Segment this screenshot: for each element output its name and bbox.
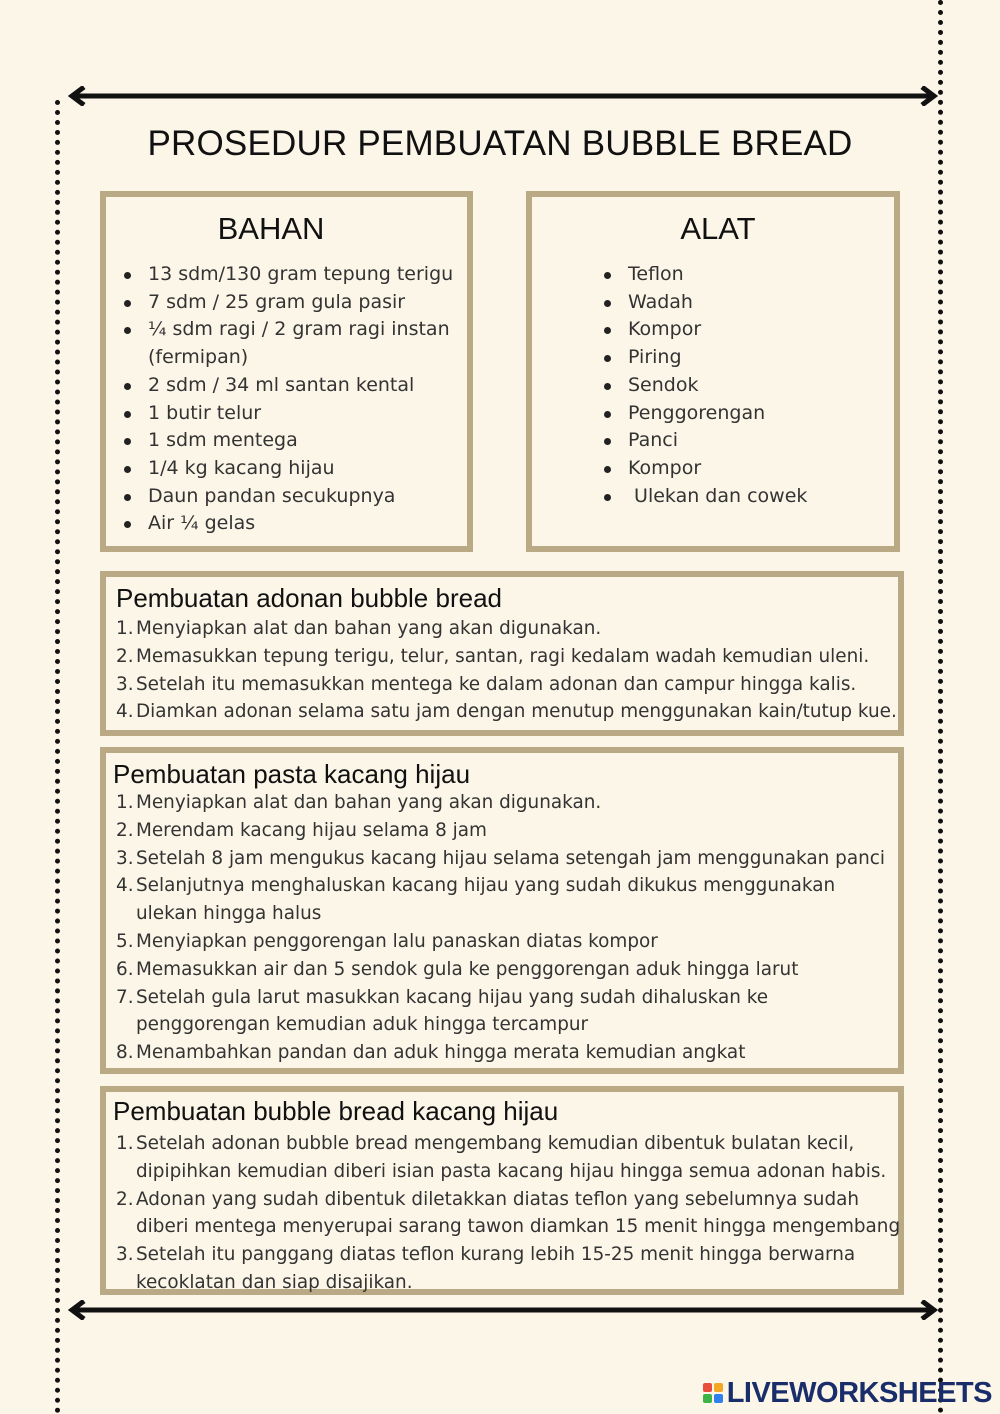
- list-item: Penggorengan: [590, 400, 890, 428]
- list-item: 1/4 kg kacang hijau: [110, 455, 470, 483]
- right-dotted-border: [938, 0, 943, 1414]
- list-item: Kompor: [590, 316, 890, 344]
- section-bubble-bread-box: [100, 1086, 904, 1295]
- list-item: 2. Adonan yang sudah dibentuk diletakkan diatas teflon yang sebelumnya sudah diberi mentega menyerupai sarang tawon diamkan 15 menit hingga mengembang: [116, 1188, 901, 1238]
- list-item: 13 sdm/130 gram tepung terigu: [110, 261, 470, 289]
- page-title: PROSEDUR PEMBUATAN BUBBLE BREAD: [147, 124, 853, 163]
- list-item: 1. Menyiapkan alat dan bahan yang akan digunakan.: [116, 792, 602, 813]
- list-item: ¼ sdm ragi / 2 gram ragi instan: [110, 316, 470, 344]
- list-item: Sendok: [590, 372, 890, 400]
- list-item: Air ¼ gelas: [110, 510, 470, 538]
- section-pasta-heading: Pembuatan pasta kacang hijau: [113, 759, 471, 789]
- list-item: 4. Diamkan adonan selama satu jam dengan menutup menggunakan kain/tutup kue.: [116, 701, 897, 723]
- liveworksheets-logo[interactable]: [703, 1378, 992, 1408]
- list-item: 8. Menambahkan pandan dan aduk hingga merata kemudian angkat: [116, 1042, 746, 1064]
- logo-text: LIVEWORKSHEETS: [726, 1376, 992, 1409]
- bahan-heading: BAHAN: [217, 211, 325, 246]
- section-adonan-box: [100, 571, 904, 736]
- top-double-arrow-icon: [66, 86, 940, 106]
- list-item: Kompor: [590, 455, 890, 483]
- section-pasta-box: [100, 747, 904, 1074]
- list-item: 7. Setelah gula larut masukkan kacang hijau yang sudah dihaluskan ke penggorengan kemudian aduk hingga tercampur: [116, 986, 769, 1036]
- list-item-continuation: (fermipan): [148, 346, 249, 369]
- left-dotted-border: [55, 100, 60, 1414]
- list-item: 7 sdm / 25 gram gula pasir: [110, 289, 470, 317]
- list-item: 1. Setelah adonan bubble bread mengembang kemudian dibentuk bulatan kecil, dipipihkan kemudian diberi isian pasta kacang hijau hingga semua adonan habis.: [116, 1133, 887, 1182]
- section-bubble-bread-heading: Pembuatan bubble bread kacang hijau: [113, 1096, 559, 1126]
- list-item: Teflon: [590, 261, 890, 289]
- list-item: 3. Setelah 8 jam mengukus kacang hijau selama setengah jam menggunakan panci: [116, 847, 885, 869]
- list-item: 3. Setelah itu panggang diatas teflon kurang lebih 15-25 menit hingga berwarna kecoklatan dan siap disajikan.: [116, 1244, 856, 1293]
- list-item: Wadah: [590, 289, 890, 317]
- section-pasta-steps: [116, 789, 896, 1067]
- list-item: 2 sdm / 34 ml santan kental: [110, 372, 470, 400]
- section-adonan-steps: [116, 615, 906, 726]
- alat-box: [526, 191, 900, 552]
- alat-heading: ALAT: [680, 211, 756, 246]
- list-item: 5. Menyiapkan penggorengan lalu panaskan diatas kompor: [116, 930, 658, 952]
- list-item: 3. Setelah itu memasukkan mentega ke dalam adonan dan campur hingga kalis.: [116, 673, 857, 695]
- section-bubble-bread-steps: [116, 1130, 901, 1297]
- list-item: Piring: [590, 344, 890, 372]
- liveworksheets-logo-icon: [703, 1383, 723, 1403]
- list-item: 1 sdm mentega: [110, 427, 470, 455]
- list-item: Daun pandan secukupnya: [110, 483, 470, 511]
- alat-list: [590, 261, 890, 510]
- list-item: 2. Merendam kacang hijau selama 8 jam: [116, 819, 487, 841]
- bottom-double-arrow-icon: [66, 1300, 940, 1320]
- bahan-list: [110, 261, 470, 538]
- list-item: Ulekan dan cowek: [590, 483, 890, 511]
- list-item: 1 butir telur: [110, 400, 470, 428]
- bahan-box: [100, 191, 473, 552]
- list-item: Panci: [590, 427, 890, 455]
- section-adonan-heading: Pembuatan adonan bubble bread: [116, 583, 502, 613]
- list-item: 1. Menyiapkan alat dan bahan yang akan digunakan.: [116, 618, 602, 639]
- list-item: 4. Selanjutnya menghaluskan kacang hijau yang sudah dikukus menggunakan ulekan hingga halus: [116, 875, 836, 925]
- list-item: 2. Memasukkan tepung terigu, telur, santan, ragi kedalam wadah kemudian uleni.: [116, 645, 870, 667]
- list-item: 6. Memasukkan air dan 5 sendok gula ke penggorengan aduk hingga larut: [116, 958, 799, 980]
